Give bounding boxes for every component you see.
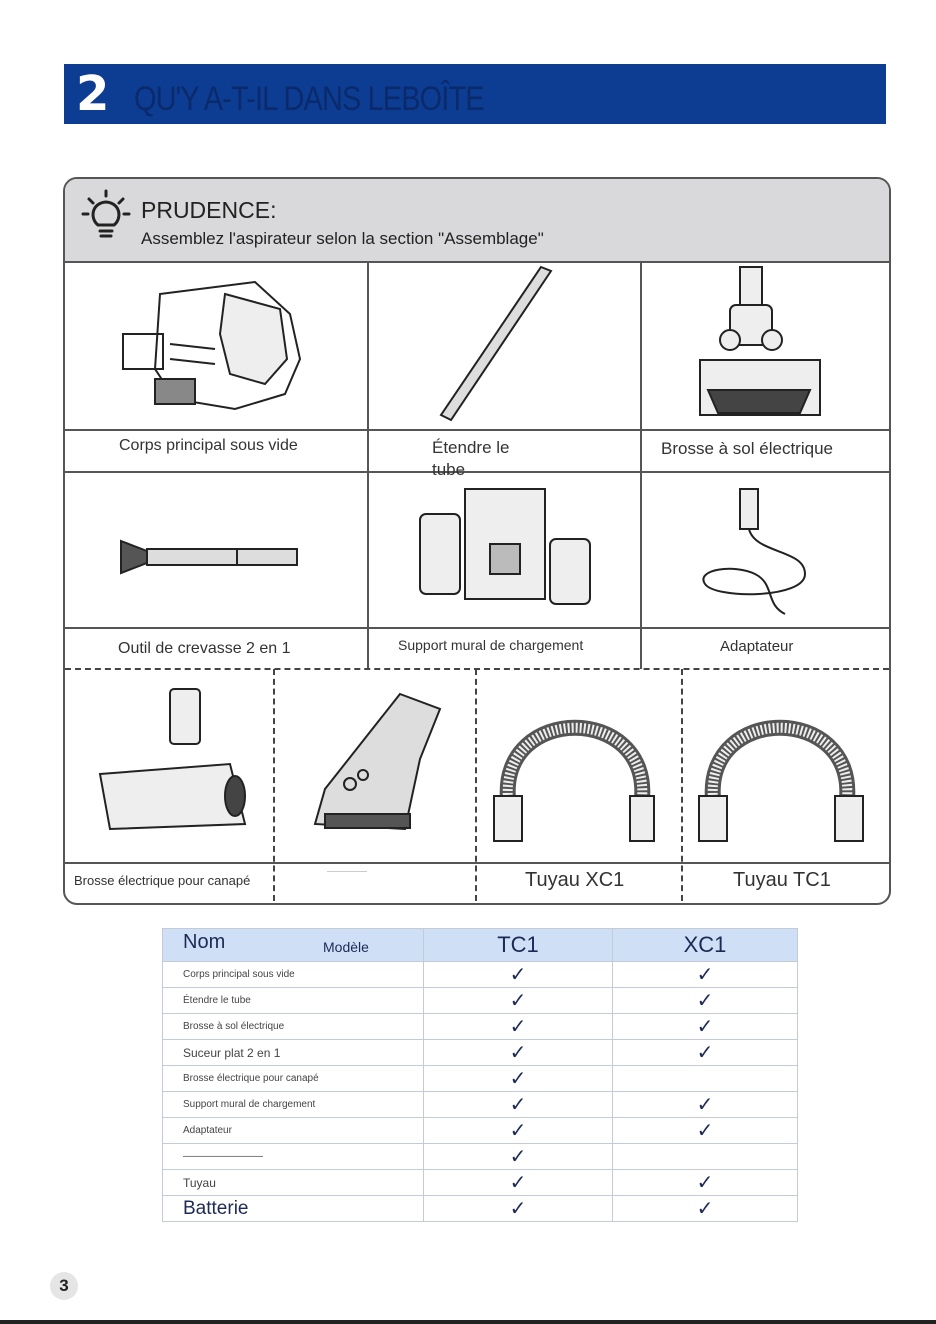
row-item-name: Suceur plat 2 en 1	[163, 1040, 424, 1066]
floor-brush-image	[690, 265, 830, 425]
wall-mount-image	[415, 484, 595, 609]
row-check-xc1: ✓	[613, 1092, 798, 1118]
row-item-name: Batterie	[163, 1196, 424, 1222]
sofa-brush-image	[90, 684, 250, 834]
row-check-tc1: ✓	[424, 988, 613, 1014]
floor-brush-label: Brosse à sol électrique	[661, 439, 833, 458]
tube-image	[433, 265, 563, 425]
footer-rule	[0, 1320, 936, 1324]
adapter-image	[695, 479, 825, 619]
header-name-cell	[163, 929, 424, 962]
table-row	[163, 988, 798, 1014]
row-check-tc1: ✓	[424, 1014, 613, 1040]
caution-banner	[65, 179, 889, 263]
row-check-tc1: ✓	[424, 962, 613, 988]
crevice-tool-image	[117, 529, 307, 579]
hose-xc1-label: Tuyau XC1	[525, 869, 625, 891]
sofa-brush-label: Brosse électrique pour canapé	[74, 873, 251, 888]
hose-tc1-label: Tuyau TC1	[733, 869, 831, 891]
contents-box	[63, 177, 891, 905]
table-row	[163, 1040, 798, 1066]
row-check-tc1: ✓	[424, 1092, 613, 1118]
row-check-tc1: ✓	[424, 1066, 613, 1092]
table-row	[163, 1118, 798, 1144]
table-row	[163, 962, 798, 988]
section-title: QU'Y A-T-IL DANS LEBOÎTE	[134, 80, 484, 118]
main-body-label: Corps principal sous vide	[119, 437, 298, 454]
row-item-name: Tuyau	[163, 1170, 424, 1196]
row-item-name: Brosse à sol électrique	[163, 1014, 424, 1040]
row-item-name: Étendre le tube	[163, 988, 424, 1014]
pet-tool-label: ————————	[327, 869, 367, 875]
header-model: Modèle	[323, 939, 369, 955]
row-check-tc1: ✓	[424, 1196, 613, 1222]
row-check-tc1: ✓	[424, 1040, 613, 1066]
page-number: 3	[50, 1272, 78, 1300]
main-body-image	[115, 274, 315, 414]
row-check-xc1: ✓	[613, 1040, 798, 1066]
row-check-xc1: ✓	[613, 1118, 798, 1144]
wall-mount-label: Support mural de chargement	[398, 637, 584, 653]
hose-tc1-image	[695, 684, 875, 844]
table-row	[163, 1092, 798, 1118]
table-row	[163, 1170, 798, 1196]
model-comparison-table	[162, 928, 798, 1222]
header-name: Nom	[183, 931, 226, 953]
row-check-tc1: ✓	[424, 1144, 613, 1170]
tube-label: Étendre le tube	[432, 438, 510, 479]
row-item-name: Support mural de chargement	[163, 1092, 424, 1118]
caution-title: PRUDENCE:	[141, 197, 277, 223]
row-check-xc1: ✓	[613, 1014, 798, 1040]
row-check-xc1: ✓	[613, 1170, 798, 1196]
row-check-tc1: ✓	[424, 1118, 613, 1144]
hose-xc1-image	[490, 684, 670, 844]
header-model-xc1: XC1	[613, 929, 798, 962]
row-check-xc1: ✓	[613, 962, 798, 988]
header-model-tc1: TC1	[424, 929, 613, 962]
table-header-row	[163, 929, 798, 962]
table-row	[163, 1144, 798, 1170]
table-row	[163, 1014, 798, 1040]
crevice-tool-label: Outil de crevasse 2 en 1	[118, 640, 291, 657]
row-item-name: Brosse électrique pour canapé	[163, 1066, 424, 1092]
row-check-xc1	[613, 1144, 798, 1170]
adapter-label: Adaptateur	[720, 638, 794, 655]
section-number: 2	[76, 66, 110, 122]
table-row	[163, 1196, 798, 1222]
caution-text: Assemblez l'aspirateur selon la section "Assemblage"	[141, 229, 544, 248]
row-check-xc1: ✓	[613, 1196, 798, 1222]
table-row	[163, 1066, 798, 1092]
row-check-tc1: ✓	[424, 1170, 613, 1196]
pet-tool-image	[305, 679, 455, 839]
lightbulb-icon	[81, 189, 131, 245]
row-item-name: Adaptateur	[163, 1118, 424, 1144]
row-item-name: ————————	[163, 1144, 424, 1170]
row-check-xc1: ✓	[613, 988, 798, 1014]
row-item-name: Corps principal sous vide	[163, 962, 424, 988]
row-check-xc1	[613, 1066, 798, 1092]
